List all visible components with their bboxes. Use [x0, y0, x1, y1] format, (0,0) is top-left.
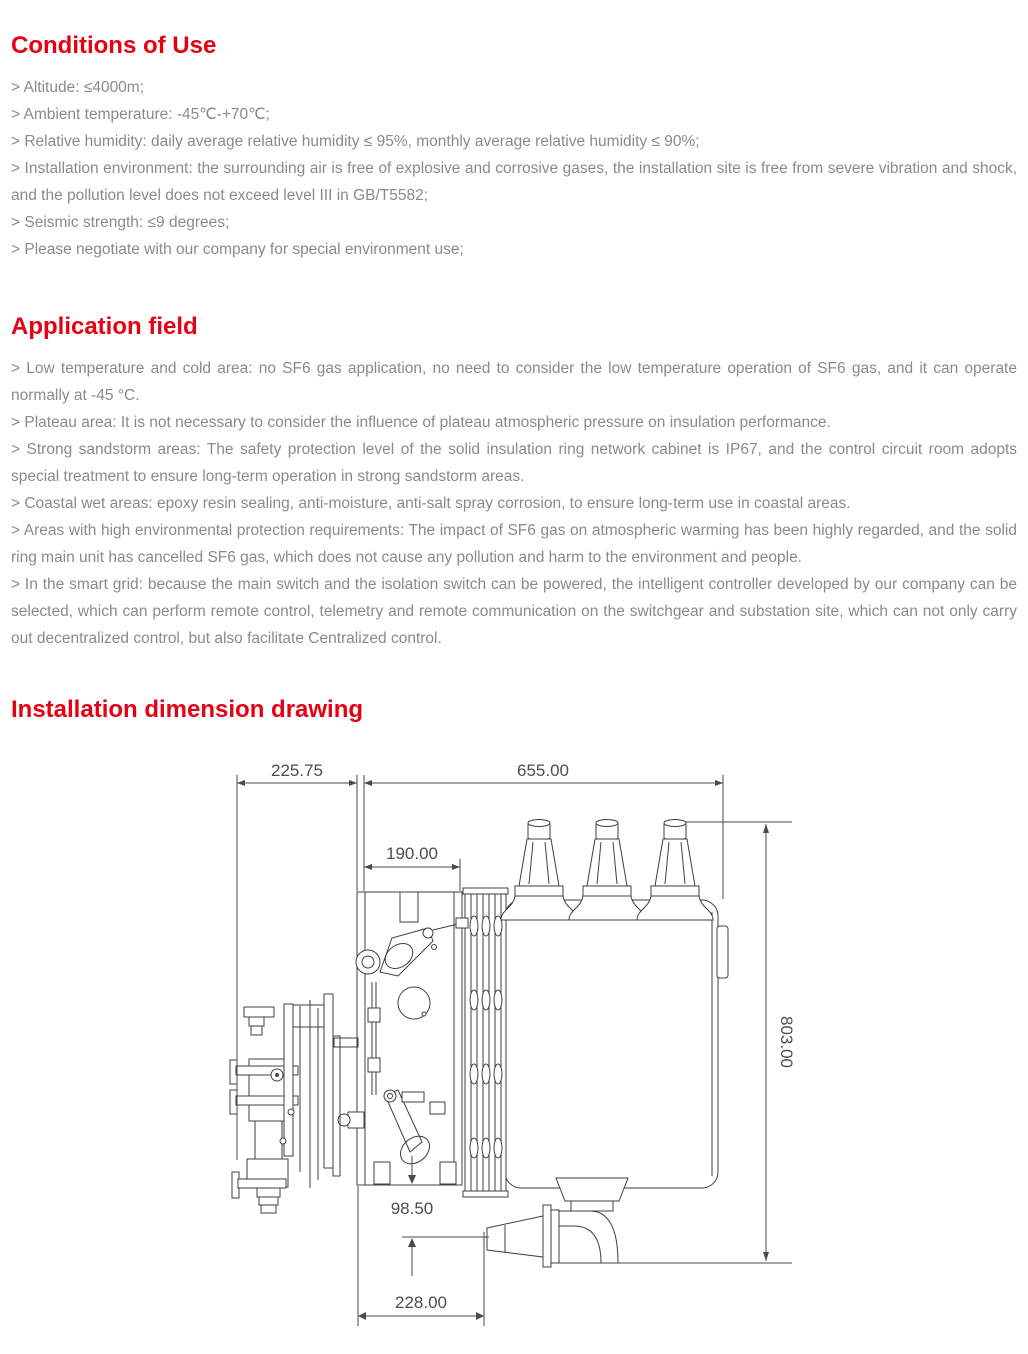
installation-dimension-drawing: [0, 760, 1028, 1340]
dimension-front-depth: [364, 844, 460, 870]
application-item: > In the smart grid: because the main switch and the isolation switch can be powered, the intelligent controller developed by our company can be selected, which can perform remote control, telemetry and remote communication on the switchgear and substation site, which can not only carry out decentralized control, but also facilitate Centralized control.: [11, 576, 1017, 647]
drawing-title: Installation dimension drawing: [11, 696, 364, 723]
bellows-insulator-column: [463, 888, 508, 1197]
dimension-top-width: [364, 761, 723, 786]
condition-item: > Seismic strength: ≤9 degrees;: [11, 214, 230, 231]
section-application: [0, 313, 1028, 652]
condition-item: > Relative humidity: daily average relative humidity ≤ 95%, monthly average relative humidity ≤ 90%;: [11, 133, 700, 150]
condition-item: > Ambient temperature: -45℃-+70℃;: [11, 106, 270, 123]
cable-bushings: [501, 820, 713, 921]
application-item: > Areas with high environmental protection requirements: The impact of SF6 gas on atmospheric warming has been highly regarded, and the solid ring main unit has cancelled SF6 gas, which does not cause any pollution and harm to the environment and people.: [11, 522, 1017, 566]
dim-label-cable-depth: 228.00: [395, 1293, 447, 1312]
condition-item: > Altitude: ≤4000m;: [11, 79, 145, 96]
dimension-side-offset: [237, 761, 357, 786]
application-item: > Strong sandstorm areas: The safety protection level of the solid insulation ring network cabinet is IP67, and the control circuit room adopts special treatment to ensure long-term operation in strong sandstorm areas.: [11, 441, 1017, 485]
dim-label-side-offset: 225.75: [271, 761, 323, 780]
dim-label-cable-offset: 98.50: [390, 1199, 434, 1218]
application-list: [0, 355, 1028, 652]
application-item: > Coastal wet areas: epoxy resin sealing, anti-moisture, anti-salt spray corrosion, to ensure long-term use in coastal areas.: [11, 495, 851, 512]
dim-label-front-depth: 190.00: [386, 844, 438, 863]
application-item: > Low temperature and cold area: no SF6 gas application, no need to consider the low temperature operation of SF6 gas, and it can operate normally at -45 °C.: [11, 360, 1017, 404]
tank-body: [505, 900, 728, 1188]
conditions-title: Conditions of Use: [11, 32, 217, 59]
section-conditions: [0, 0, 1028, 263]
dimension-drawing-svg: [0, 760, 1028, 1340]
condition-item: > Installation environment: the surrounding air is free of explosive and corrosive gases, the installation site is free from severe vibration and shock, and the pollution level does not exceed level III in GB/T5582;: [11, 160, 1017, 204]
dim-label-total-height: 803.00: [777, 1016, 796, 1068]
application-title: Application field: [11, 313, 198, 340]
bushing: [637, 820, 713, 921]
conditions-list: [0, 74, 1028, 263]
condition-item: > Please negotiate with our company for special environment use;: [11, 241, 464, 258]
application-item: > Plateau area: It is not necessary to consider the influence of plateau atmospheric pressure on insulation performance.: [11, 414, 831, 431]
bushing: [501, 820, 577, 921]
bushing: [569, 820, 645, 921]
left-operating-mechanism: [230, 994, 358, 1213]
dim-label-top-width: 655.00: [517, 761, 569, 780]
section-drawing: [0, 696, 1028, 1340]
